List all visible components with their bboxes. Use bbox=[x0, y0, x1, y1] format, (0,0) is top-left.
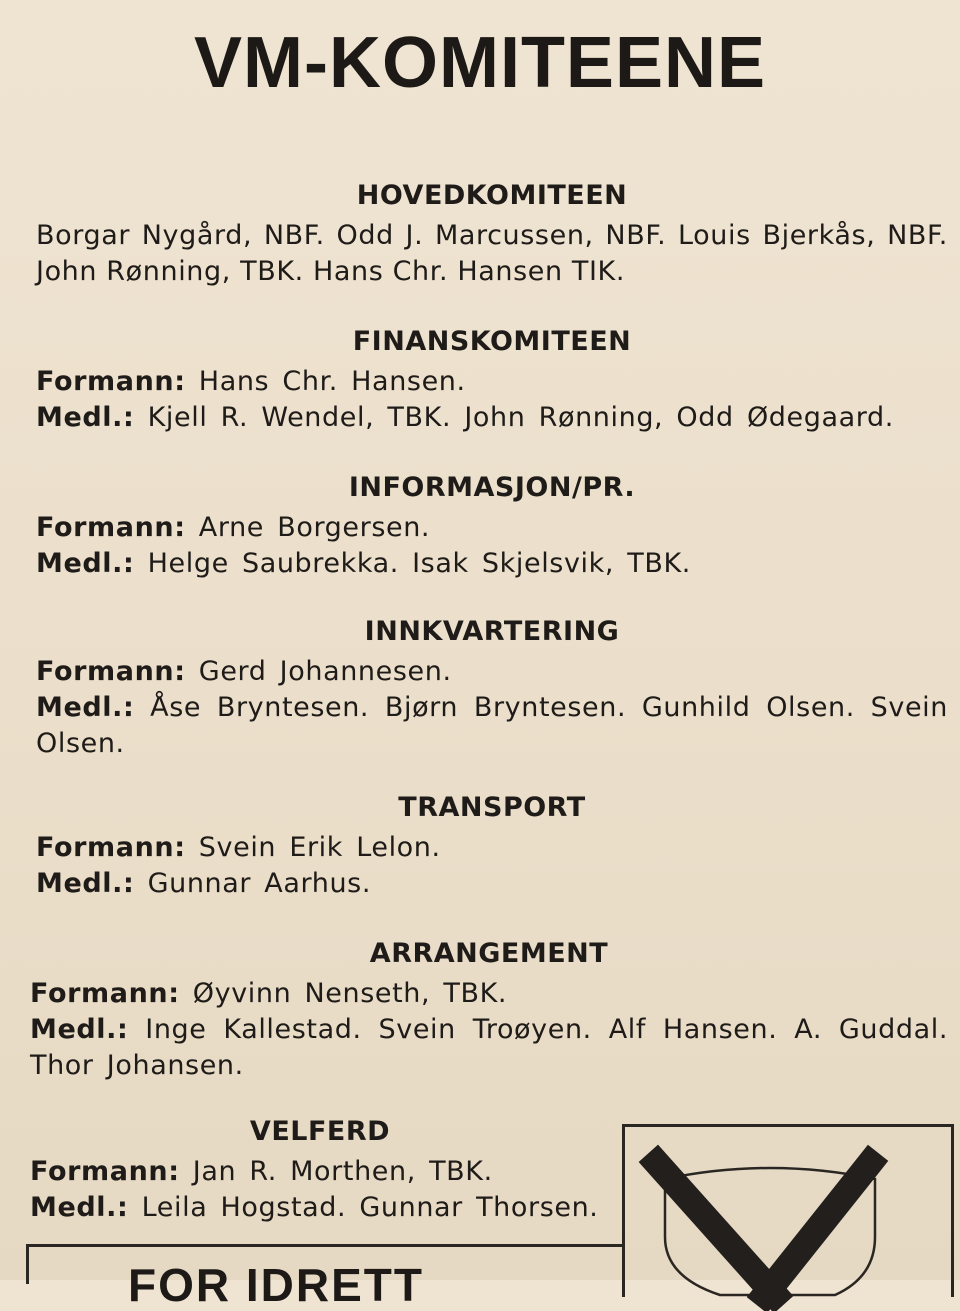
medl-row bbox=[30, 1190, 610, 1226]
section-innkvartering bbox=[36, 616, 948, 762]
formann-row bbox=[36, 654, 948, 690]
medl-label: Medl.: bbox=[30, 1014, 129, 1046]
formann-name: Hans Chr. Hansen. bbox=[198, 366, 466, 398]
formann-label: Formann: bbox=[36, 366, 186, 398]
section-heading: ARRANGEMENT bbox=[369, 938, 609, 969]
medl-names: Helge Saubrekka. Isak Skjelsvik, TBK. bbox=[147, 548, 691, 580]
section-members: Borgar Nygård, NBF. Odd J. Marcussen, NBF. Louis Bjerkås, NBF. John Rønning, TBK. Hans Chr. Hansen TIK. bbox=[36, 220, 948, 288]
medl-label: Medl.: bbox=[36, 402, 135, 434]
formann-label: Formann: bbox=[36, 832, 186, 864]
medl-row bbox=[36, 866, 948, 902]
medl-label: Medl.: bbox=[36, 692, 135, 724]
medl-row bbox=[30, 1012, 948, 1084]
medl-names: Inge Kallestad. Svein Troøyen. Alf Hansen. A. Guddal. Thor Johansen. bbox=[30, 1014, 948, 1082]
medl-names: Leila Hogstad. Gunnar Thorsen. bbox=[141, 1192, 599, 1224]
medl-names: Kjell R. Wendel, TBK. John Rønning, Odd Ødegaard. bbox=[147, 402, 894, 434]
formann-label: Formann: bbox=[30, 1156, 180, 1188]
formann-row bbox=[36, 510, 948, 546]
section-finanskomiteen bbox=[36, 326, 948, 436]
cropped-footer-text bbox=[128, 1259, 448, 1311]
formann-row bbox=[30, 976, 948, 1012]
section-velferd bbox=[30, 1116, 610, 1226]
section-heading: INNKVARTERING bbox=[364, 616, 620, 647]
formann-label: Formann: bbox=[30, 978, 180, 1010]
section-heading: TRANSPORT bbox=[398, 792, 586, 823]
medl-row bbox=[36, 400, 948, 436]
section-heading: HOVEDKOMITEEN bbox=[356, 180, 628, 211]
formann-row bbox=[30, 1154, 610, 1190]
medl-names: Gunnar Aarhus. bbox=[147, 868, 372, 900]
formann-label: Formann: bbox=[36, 656, 186, 688]
section-arrangement bbox=[30, 938, 948, 1084]
medl-row bbox=[36, 690, 948, 762]
page-title: VM-KOMITEENE bbox=[193, 23, 766, 103]
medl-label: Medl.: bbox=[36, 548, 135, 580]
formann-row bbox=[36, 830, 948, 866]
section-hovedkomiteen bbox=[36, 180, 948, 290]
formann-name: Gerd Johannesen. bbox=[198, 656, 452, 688]
bottom-frame-line bbox=[26, 1244, 624, 1247]
crossed-shield-logo-icon bbox=[625, 1127, 951, 1297]
medl-row bbox=[36, 546, 948, 582]
medl-label: Medl.: bbox=[30, 1192, 129, 1224]
section-heading: INFORMASJON/PR. bbox=[348, 472, 636, 503]
formann-name: Øyvinn Nenseth, TBK. bbox=[192, 978, 508, 1010]
section-heading: VELFERD bbox=[249, 1116, 391, 1147]
medl-names: Åse Bryntesen. Bjørn Bryntesen. Gunhild Olsen. Svein Olsen. bbox=[36, 692, 948, 760]
formann-label: Formann: bbox=[36, 512, 186, 544]
section-heading: FINANSKOMITEEN bbox=[352, 326, 632, 357]
section-transport bbox=[36, 792, 948, 902]
formann-name: Svein Erik Lelon. bbox=[198, 832, 441, 864]
formann-name: Jan R. Morthen, TBK. bbox=[192, 1156, 493, 1188]
formann-row bbox=[36, 364, 948, 400]
bottom-frame-edge bbox=[26, 1244, 29, 1284]
footer-text: FOR IDRETT bbox=[128, 1259, 424, 1311]
medl-label: Medl.: bbox=[36, 868, 135, 900]
logo-frame bbox=[622, 1124, 954, 1297]
formann-name: Arne Borgersen. bbox=[198, 512, 431, 544]
section-informasjon-pr bbox=[36, 472, 948, 582]
